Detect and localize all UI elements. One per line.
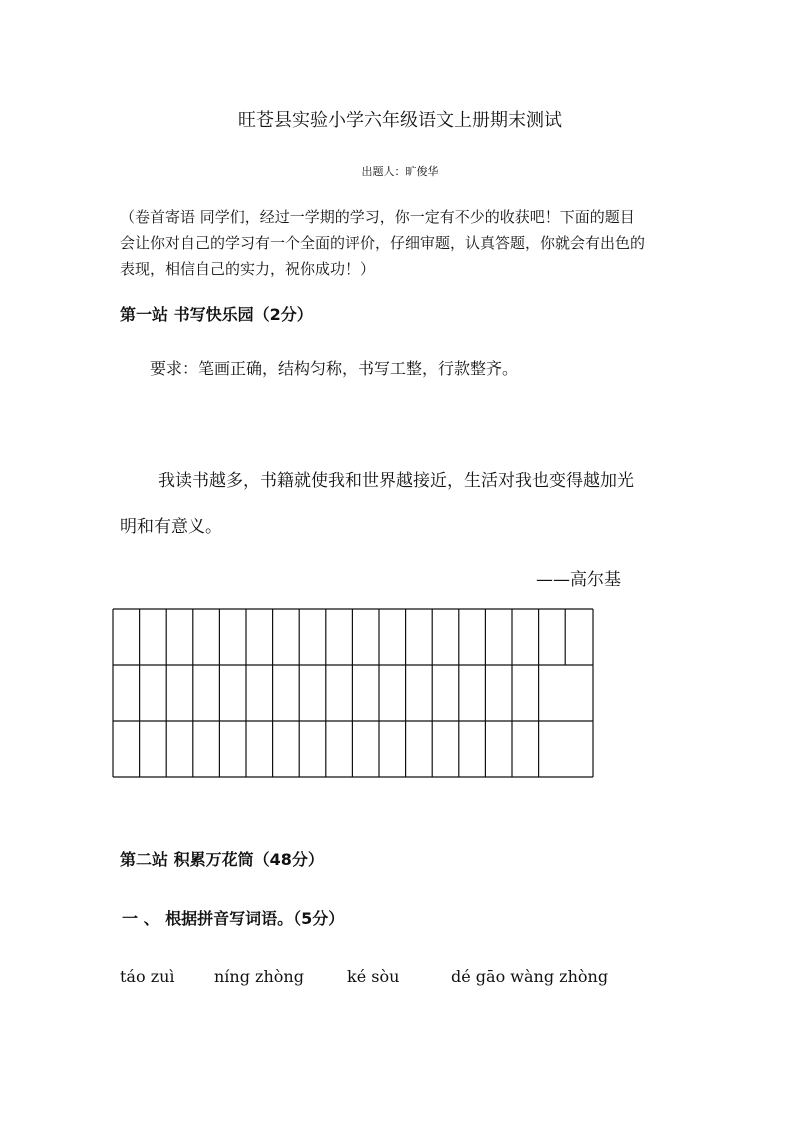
section2-heading: 第二站 积累万花筒（48分） xyxy=(120,850,324,869)
quote-attribution: ——高尔基 xyxy=(536,570,621,590)
quote-line-1: 我读书越多，书籍就使我和世界越接近，生活对我也变得越加光 xyxy=(158,471,634,491)
pinyin-item: táo zuì xyxy=(120,967,175,986)
author-line: 出题人：旷俊华 xyxy=(361,165,439,178)
section1-heading: 第一站 书写快乐园（2分） xyxy=(120,305,313,324)
writing-requirement: 要求：笔画正确，结构匀称，书写工整，行款整齐。 xyxy=(150,359,519,378)
preface-line: 会让你对自己的学习有一个全面的评价，仔细审题，认真答题，你就会有出色的 xyxy=(120,234,646,252)
pinyin-item: ké sòu xyxy=(347,967,400,986)
pinyin-item: dé gāo wàng zhòng xyxy=(451,967,609,986)
preface-line: 表现，相信自己的实力，祝你成功！） xyxy=(120,260,376,278)
page-title: 旺苍县实验小学六年级语文上册期末测试 xyxy=(238,110,562,131)
question-1-title: 一 、 根据拼音写词语。（5分） xyxy=(122,909,345,928)
pinyin-item: níng zhòng xyxy=(214,967,304,986)
preface-line: （卷首寄语 同学们，经过一学期的学习，你一定有不少的收获吧！下面的题目 xyxy=(120,208,635,226)
quote-line-2: 明和有意义。 xyxy=(120,517,222,537)
